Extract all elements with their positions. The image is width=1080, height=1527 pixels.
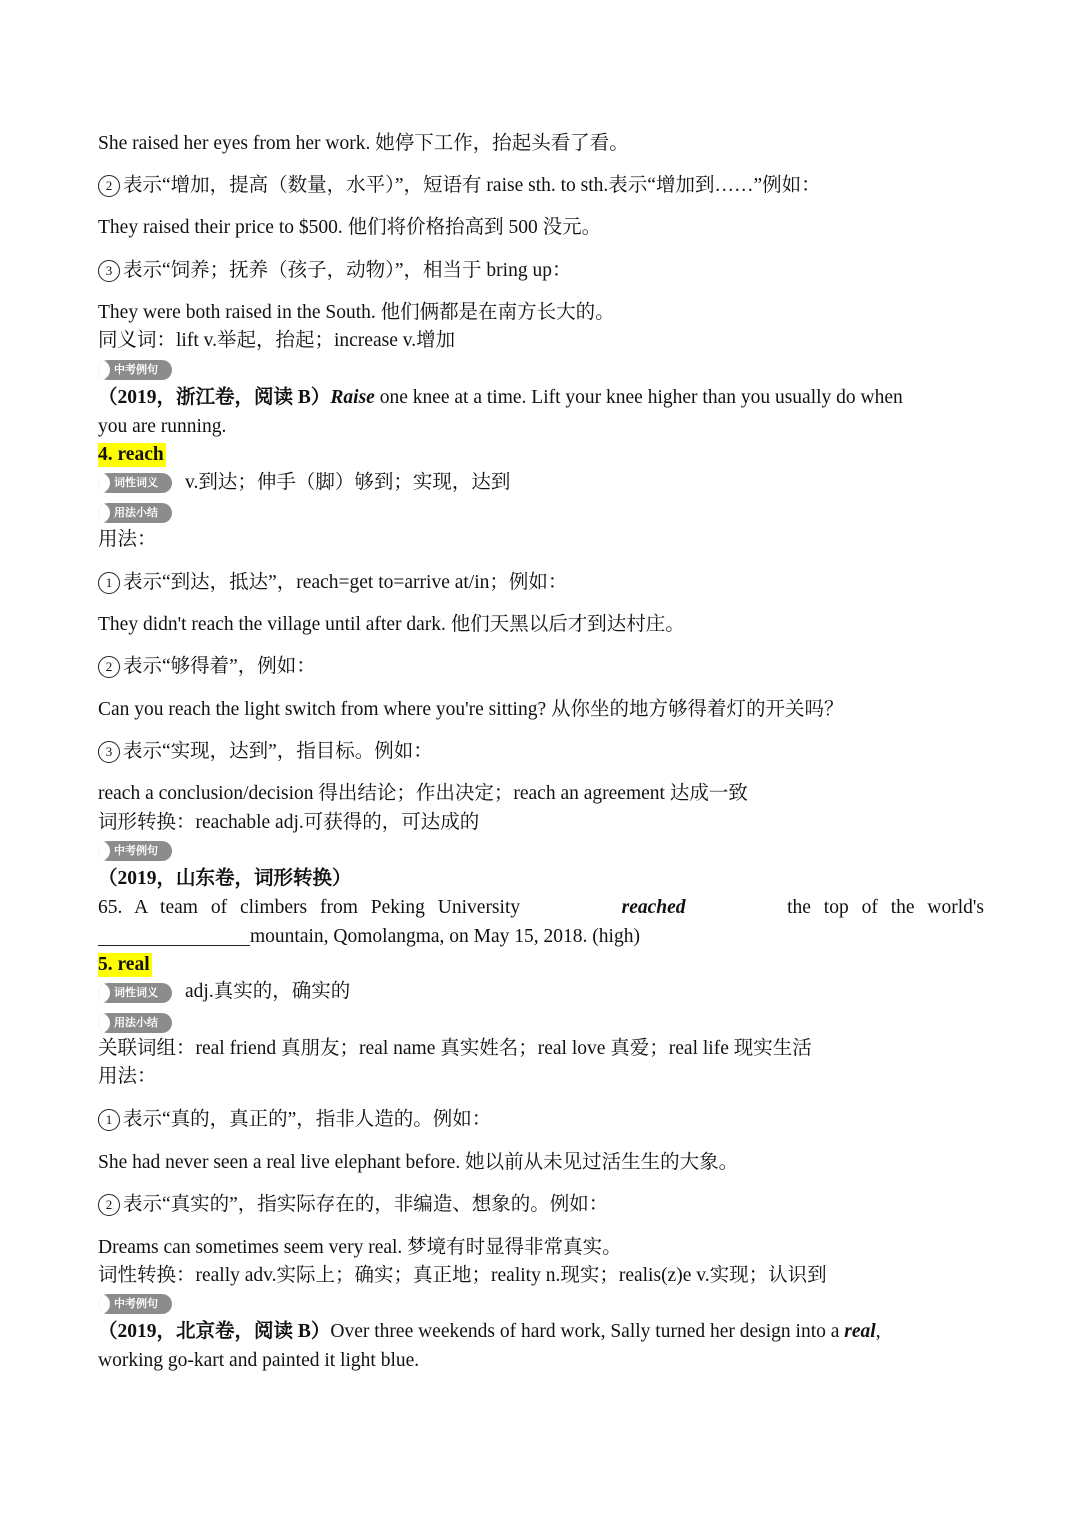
circled-number: 2 (98, 1194, 120, 1216)
example-sentence: They raised their price to $500. 他们将价格抬高到 500 没元。 (98, 217, 602, 238)
usage-label: 用法： (98, 529, 157, 550)
usage-text: 表示“真的，真正的”，指非人造的。例如： (123, 1109, 492, 1130)
circled-number: 2 (98, 656, 120, 678)
usage-text: 表示“增加，提高（数量，水平）”，短语有 raise sth. to sth.表示“增加到……”例如： (123, 175, 821, 196)
example-sentence: Dreams can sometimes seem very real. 梦境有时显得非常真实。 (98, 1237, 622, 1258)
example-sentence: They were both raised in the South. 他们俩都是在南方长大的。 (98, 302, 615, 323)
usage-item (98, 1106, 984, 1134)
example-sentence: Can you reach the light switch from where you're sitting? 从你坐的地方够得着灯的开关吗？ (98, 699, 844, 720)
exam-example: （2019，浙江卷，阅读 B）Raise one knee at a time. Lift your knee higher than you usually do when (98, 387, 903, 408)
phrases-line: 关联词组：real friend 真朋友；real name 真实姓名；real love 真爱；real life 现实生活 (98, 1038, 812, 1059)
usage-item (98, 257, 984, 285)
usage-tag: 用法小结 (98, 503, 172, 523)
exam-source: （2019，山东卷，词形转换） (98, 868, 352, 889)
circled-number: 2 (98, 175, 120, 197)
circled-number: 3 (98, 260, 120, 282)
headword-reach: 4. reach (98, 444, 164, 465)
headword-real: 5. real (98, 954, 150, 975)
meaning-tag: 词性词义 (98, 983, 172, 1003)
usage-item (98, 569, 984, 597)
usage-text: 表示“实现，达到”，指目标。例如： (123, 741, 433, 762)
example-sentence: reach a conclusion/decision 得出结论；作出决定；reach an agreement 达成一致 (98, 783, 748, 804)
word-form-line: 词形转换：reachable adj.可获得的，可达成的 (98, 812, 480, 833)
exam-example-tag: 中考例句 (98, 1294, 172, 1314)
word-meaning: v.到达；伸手（脚）够到；实现，达到 (185, 472, 511, 493)
circled-number: 1 (98, 572, 120, 594)
usage-item (98, 738, 984, 766)
usage-tag: 用法小结 (98, 1013, 172, 1033)
usage-text: 表示“饲养；抚养（孩子，动物）”，相当于 bring up： (123, 260, 572, 281)
exam-example-tag: 中考例句 (98, 841, 172, 861)
word-meaning: adj.真实的，确实的 (185, 981, 351, 1002)
example-sentence: She had never seen a real live elephant before. 她以前从未见过活生生的大象。 (98, 1152, 739, 1173)
word-form-line: 词性转换：really adv.实际上；确实；真正地；reality n.现实；realis(z)e v.实现；认识到 (98, 1265, 827, 1286)
usage-label: 用法： (98, 1066, 157, 1087)
exam-question: 65. A team of climbers from Peking University reached the top of the world's (98, 897, 984, 918)
synonyms-line: 同义词：lift v.举起，抬起；increase v.增加 (98, 330, 456, 351)
answer-blank[interactable] (98, 925, 250, 946)
meaning-tag: 词性词义 (98, 473, 172, 493)
circled-number: 1 (98, 1109, 120, 1131)
exam-example-cont: you are running. (98, 416, 227, 437)
usage-text: 表示“到达，抵达”，reach=get to=arrive at/in；例如： (123, 572, 568, 593)
usage-item (98, 1191, 984, 1219)
circled-number: 3 (98, 741, 120, 763)
exam-question-cont: mountain, Qomolangma, on May 15, 2018. (high) (98, 923, 984, 951)
exam-example: （2019，北京卷，阅读 B）Over three weekends of hard work, Sally turned her design into a real, (98, 1321, 881, 1342)
usage-text: 表示“真实的”，指实际存在的，非编造、想象的。例如： (123, 1194, 609, 1215)
example-sentence: She raised her eyes from her work. 她停下工作，抬起头看了看。 (98, 133, 629, 154)
usage-item (98, 172, 984, 200)
exam-example-tag: 中考例句 (98, 360, 172, 380)
usage-item (98, 653, 984, 681)
example-sentence: They didn't reach the village until after dark. 他们天黑以后才到达村庄。 (98, 614, 685, 635)
exam-example-cont: working go-kart and painted it light blue. (98, 1350, 420, 1371)
usage-text: 表示“够得着”，例如： (123, 656, 316, 677)
